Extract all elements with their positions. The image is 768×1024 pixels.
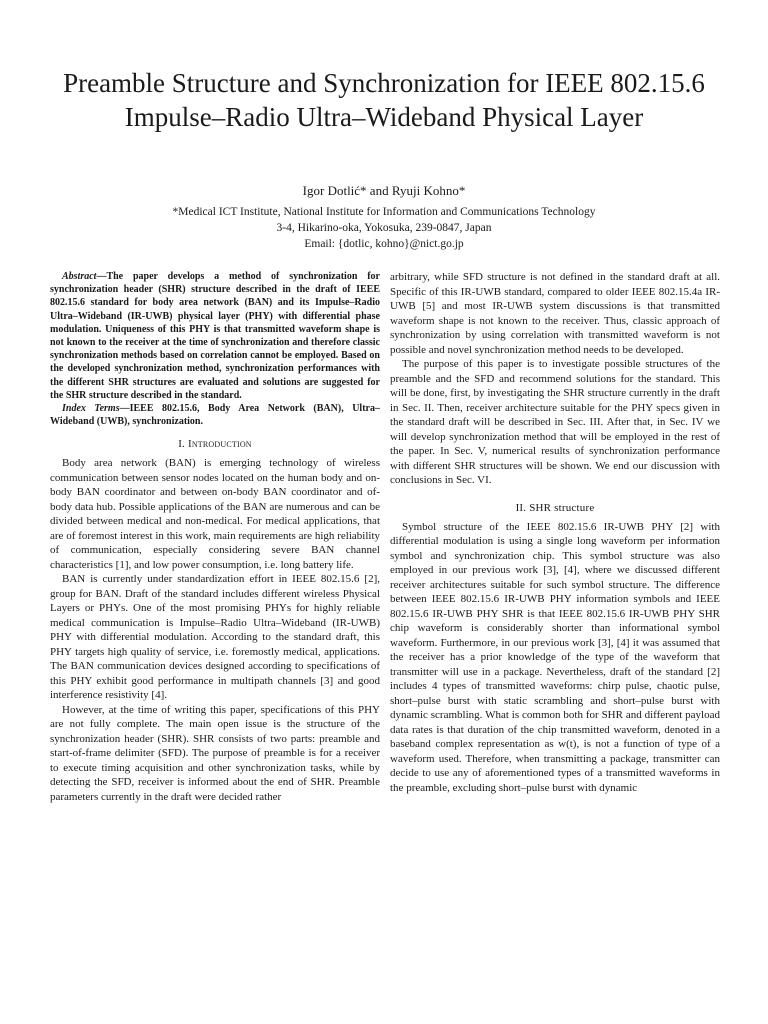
index-terms-text: —IEEE 802.15.6, Body Area Network (BAN), Ultra–Wideband (UWB), synchronization. bbox=[50, 403, 380, 428]
section-heading-shr: II. SHR structure bbox=[515, 501, 595, 514]
affiliation bbox=[40, 204, 728, 252]
abstract-text: —The paper develops a method of synchronization for synchronization header (SHR) structure described in the draft of IEEE 802.15.6 standard for body area network (BAN) and its Impulse–Radio Ultra–Wideband (IR-UWB) physical layer (PHY) with differential phase modulation. Uniqueness of this PHY is that transmitted waveform shape is not known to the receiver at the time of synchronization and therefore classic synchronization methods based on correlation cannot be employed. Based on the developed synchronization method, synchronization performances with the different SHR structures are evaluated and solutions are suggested for the SHR structure described in the standard. bbox=[50, 271, 380, 401]
shr-paragraph-1: Symbol structure of the IEEE 802.15.6 IR-UWB PHY [2] with differential modulation is using a single long waveform per information symbol and synchronization chip. This symbol structure was also employed in our previous work [3], [4], where we discussed different receiver architectures suitable for such symbol structure. The difference between IEEE 802.15.6 IR-UWB PHY information symbols and IEEE 802.15.6 IR-UWB PHY SHR is that IEEE 802.15.6 IR-UWB PHY SHR chip waveform is considerably shorter than informational symbol waveform. Furthermore, in our previous work [3], [4] it was assumed that the receiver has a prior knowledge of the type of the waveform that transmitter will use in a package. Nevertheless, draft of the standard [2] includes 4 types of transmitted waveforms: chirp pulse, chaotic pulse, short–pulse burst with static scrambling and short–pulse burst with dynamic scrambling. What is common both for SHR and different payload data rates is that duration of the chip transmitted waveform, denoted in a baseband complex representation as w(t), is not a function of type of a waveform used. Therefore, when transmitting a package, transmitter can decide to use any of aforementioned types of a transmitted waveforms in the preamble, excluding short–pulse burst with dynamic bbox=[390, 520, 720, 794]
index-terms bbox=[50, 402, 380, 428]
right-column bbox=[390, 270, 720, 795]
intro-paragraph-2: BAN is currently under standardization effort in IEEE 802.15.6 [2], group for BAN. Draft of the standard includes different wireless Physical Layers or PHYs. One of the most promising PHYs for highly reliable medical communication is Impulse–Radio Ultra–Wideband (IR-UWB) PHY with differential modulation. According to the standard draft, this PHY targets high quality of service, i.e. foremostly medical, applications. The BAN communication devices designed according to specifications of this PHY exhibit good performance in multipath channels [3] and good interference resistivity [4]. bbox=[50, 573, 380, 702]
affiliation-institute: *Medical ICT Institute, National Institute for Information and Communications Technology bbox=[172, 206, 596, 218]
paper-authors: Igor Dotlić* and Ryuji Kohno* bbox=[302, 183, 466, 198]
intro-paragraph-3: However, at the time of writing this paper, specifications of this PHY are not fully complete. The main open issue is the structure of the synchronization header (SHR). SHR consists of two parts: preamble and start-of-frame delimiter (SFD). The purpose of preamble is for a receiver to execute timing acquisition and other synchronization tasks, while by detecting the SFD, receiver is informed about the end of SHR. Preamble parameters currently in the draft were decided rather bbox=[50, 703, 380, 803]
abstract bbox=[50, 270, 380, 402]
abstract-label: Abstract bbox=[62, 271, 97, 282]
left-column bbox=[50, 270, 380, 804]
affiliation-address: 3-4, Hikarino-oka, Yokosuka, 239-0847, Japan bbox=[276, 222, 492, 234]
affiliation-email: Email: {dotlic, kohno}@nict.go.jp bbox=[304, 238, 464, 250]
intro-paragraph-outline: The purpose of this paper is to investigate possible structures of the preamble and the SFD and recommend solutions for the standard. This will be done, first, by investigating the SHR structure currently in the draft in Sec. II. Then, receiver architecture suitable for the PHY specs given in the standard draft will be described in Sec. III. After that, in Sec. IV we will develop synchronization method that will be employed in the rest of the paper. In Sec. V, numerical results of synchronization performance with different SHR structures will be shown. We end our discussion with conclusions in Sec. VI. bbox=[390, 358, 720, 486]
section-heading-introduction: I. Introduction bbox=[178, 438, 252, 451]
index-terms-label: Index Terms bbox=[62, 403, 120, 415]
paper-title: Preamble Structure and Synchronization for IEEE 802.15.6 Impulse–Radio Ultra–Wideband Physical Layer bbox=[63, 68, 705, 132]
intro-paragraph-continued: arbitrary, while SFD structure is not defined in the standard draft at all. Specific of this IR-UWB standard, compared to older IEEE 802.15.4a IR-UWB [5] and most IR-UWB system discussions is that transmitted waveform shape is not known to the receiver. Thus, classic approach of synchronization by using correlation with transmitted waveform is not possible and novel synchronization method needs to be developed. bbox=[390, 271, 720, 356]
intro-paragraph-1: Body area network (BAN) is emerging technology of wireless communication between sensor nodes located on the human body and on-body BAN coordinator and between on-body BAN coordinator and of-body data hub. Possible applications of the BAN are numerous and can be divided between medical and non-medical. For medical applications, that are of foremost interest in this work, main requirements are high reliability of communication, especially considering severe BAN channel characteristics [1], and low power consumption, i.e. long battery life. bbox=[50, 457, 380, 571]
